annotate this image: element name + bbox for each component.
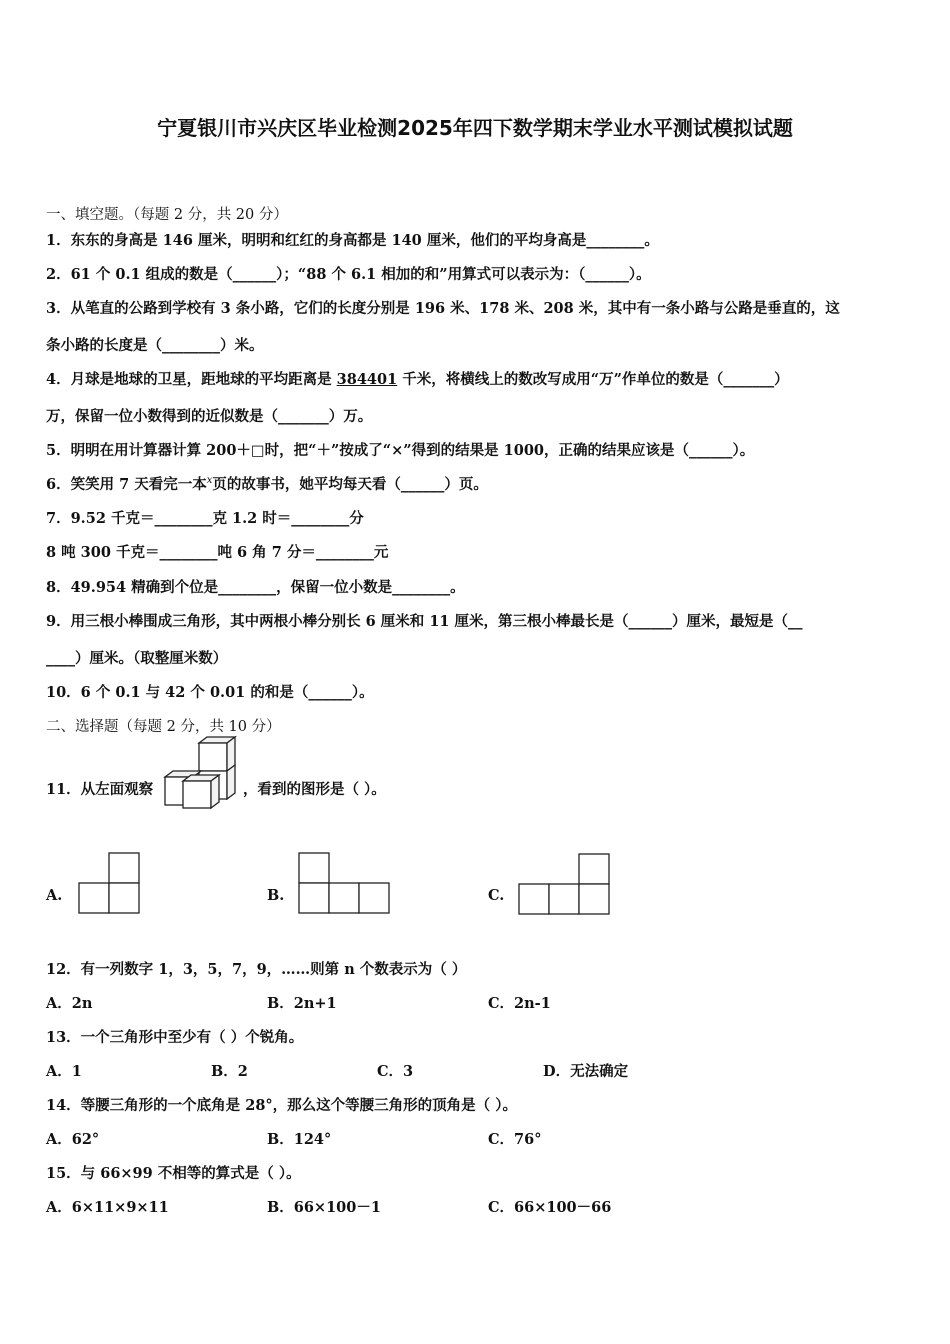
question-10: 10．6 个 0.1 与 42 个 0.01 的和是（______）。 (46, 684, 374, 701)
question-4-line-2: 万，保留一位小数得到的近似数是（_______）万。 (46, 408, 373, 425)
question-4-line-1 (46, 368, 789, 389)
question-12: 12．有一列数字 1，3，5，7，9，……则第 n 个数表示为（ ） (46, 961, 467, 978)
q13-option-a[interactable]: A．1 (46, 1063, 82, 1080)
q13-option-d[interactable]: D．无法确定 (543, 1063, 629, 1080)
q14-option-b[interactable]: B．124° (267, 1131, 332, 1148)
question-6-variable: x (206, 475, 213, 487)
question-7-line-1: 7．9.52 千克＝________克 1.2 时＝________分 (46, 510, 364, 527)
question-7-line-2: 8 吨 300 千克＝________吨 6 角 7 分＝________元 (46, 544, 389, 561)
question-8: 8．49.954 精确到个位是________，保留一位小数是________。 (46, 579, 465, 596)
q11-option-c-label[interactable]: C. (488, 887, 505, 904)
q11-option-a-figure (78, 852, 140, 914)
section-choice-heading: 二、选择题（每题 2 分，共 10 分） (46, 719, 281, 735)
q15-option-b[interactable]: B．66×100－1 (267, 1199, 381, 1216)
question-3-line-2: 条小路的长度是（________）米。 (46, 337, 264, 354)
question-11-prompt-pre: 11．从左面观察 (46, 781, 154, 798)
question-15: 15．与 66×99 不相等的算式是（ ）。 (46, 1165, 301, 1182)
question-6 (46, 473, 488, 494)
page-title: 宁夏银川市兴庆区毕业检测2025年四下数学期末学业水平测试模拟试题 (157, 116, 793, 140)
question-9-line-1: 9．用三根小棒围成三角形，其中两根小棒分别长 6 厘米和 11 厘米，第三根小棒最长是（______）厘米，最短是（__ (46, 613, 803, 630)
q15-option-a[interactable]: A．6×11×9×11 (46, 1199, 169, 1216)
question-4-text-pre: 4．月球是地球的卫星，距地球的平均距离是 (46, 371, 337, 388)
question-9-line-2: ____）厘米。（取整厘米数） (46, 650, 228, 667)
q12-option-c[interactable]: C．2n-1 (488, 995, 551, 1012)
question-5: 5．明明在用计算器计算 200＋□时，把“＋”按成了“×”得到的结果是 1000，正确的结果应该是（______）。 (46, 442, 755, 459)
question-11-prompt-post: ，看到的图形是（ ）。 (243, 781, 386, 798)
q12-option-b[interactable]: B．2n+1 (267, 995, 337, 1012)
question-4-underlined-number: 384401 (336, 371, 398, 388)
question-6-text-pre: 6．笑笑用 7 天看完一本 (46, 476, 207, 493)
question-3-line-1: 3．从笔直的公路到学校有 3 条小路，它们的长度分别是 196 米、178 米、208 米，其中有一条小路与公路是垂直的，这 (46, 300, 840, 317)
q11-option-c-figure (518, 853, 610, 915)
q14-option-a[interactable]: A．62° (46, 1131, 100, 1148)
q11-option-a-label[interactable]: A. (46, 887, 63, 904)
q14-option-c[interactable]: C．76° (488, 1131, 542, 1148)
q12-option-a[interactable]: A．2n (46, 995, 93, 1012)
section-fill-blank-heading: 一、填空题。（每题 2 分，共 20 分） (46, 207, 288, 223)
q11-option-b-figure (298, 852, 390, 914)
q11-cube-figure (163, 737, 241, 809)
q13-option-c[interactable]: C．3 (377, 1063, 414, 1080)
q13-option-b[interactable]: B．2 (211, 1063, 248, 1080)
question-13: 13．一个三角形中至少有（ ）个锐角。 (46, 1029, 304, 1046)
q11-option-b-label[interactable]: B. (267, 887, 285, 904)
question-6-text-post: 页的故事书，她平均每天看（______）页。 (212, 476, 488, 493)
question-14: 14．等腰三角形的一个底角是 28°，那么这个等腰三角形的顶角是（ ）。 (46, 1097, 517, 1114)
question-2: 2．61 个 0.1 组成的数是（______）；“88 个 6.1 相加的和”用算式可以表示为：（______）。 (46, 266, 651, 283)
question-1: 1．东东的身高是 146 厘米，明明和红红的身高都是 140 厘米，他们的平均身高是________。 (46, 232, 659, 249)
q15-option-c[interactable]: C．66×100－66 (488, 1199, 612, 1216)
question-4-text-post: 千米，将横线上的数改写成用“万”作单位的数是（_______） (397, 371, 789, 388)
